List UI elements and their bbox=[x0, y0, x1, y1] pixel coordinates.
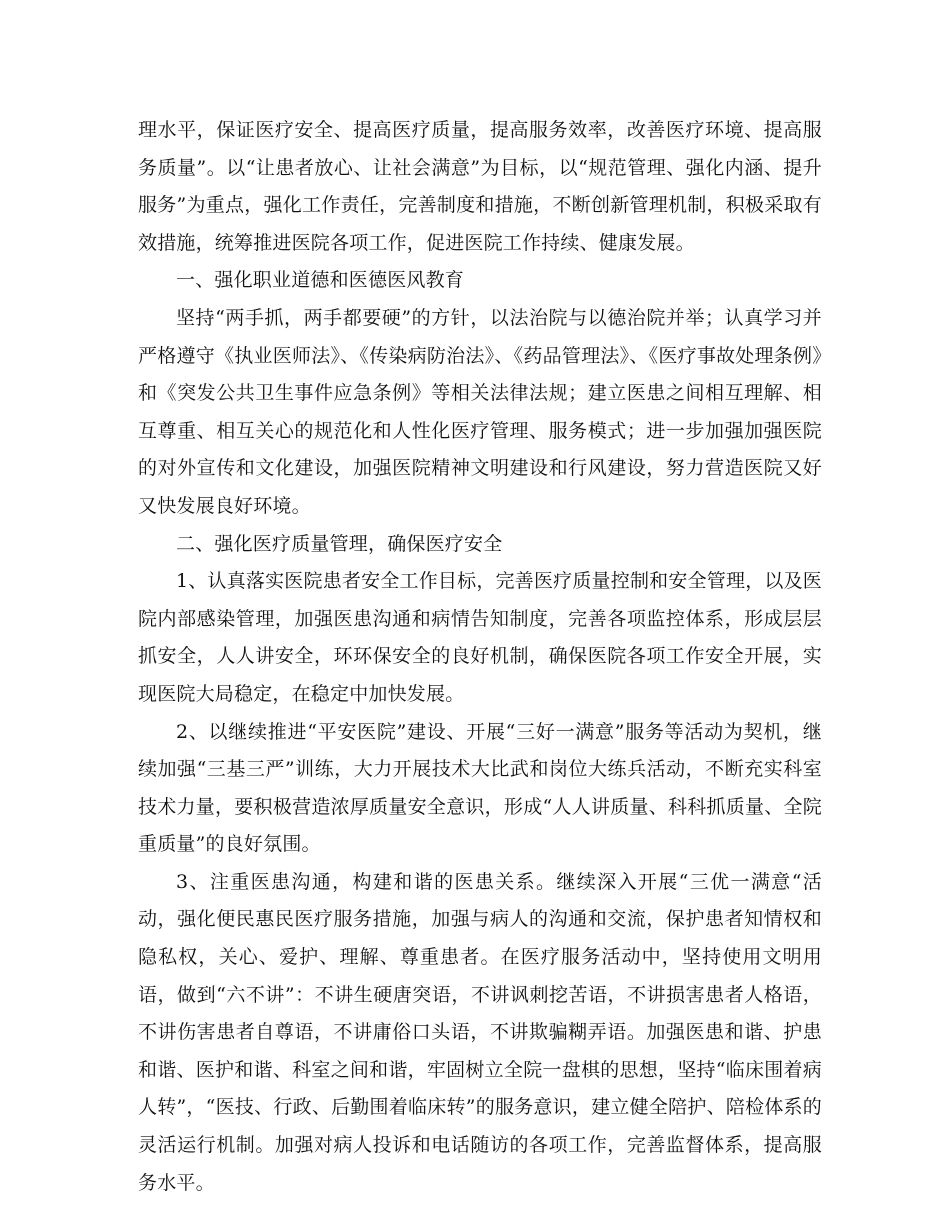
document-body bbox=[138, 112, 822, 1202]
paragraph-section-1: 坚持“两手抓，两手都要硬”的方针，以法治院与以德治院并举；认真学习并严格遵守《执业医师法》、《传染病防治法》、《药品管理法》、《医疗事故处理条例》和《突发公共卫生事件应急条例》等相关法律法规；建立医患之间相互理解、相互尊重、相互关心的规范化和人性化医疗管理、服务模式；进一步加强加强医院的对外宣传和文化建设，加强医院精神文明建设和行风建设，努力营造医院又好又快发展良好环境。 bbox=[138, 306, 822, 517]
paragraph-item-3: 3、注重医患沟通，构建和谐的医患关系。继续深入开展“三优一满意“活动，强化便民惠民医疗服务措施，加强与病人的沟通和交流，保护患者知情权和隐私权，关心、爱护、理解、尊重患者。在医疗服务活动中，坚持使用文明用语，做到“六不讲”：不讲生硬唐突语，不讲讽刺挖苦语，不讲损害患者人格语，不讲伤害患者自尊语，不讲庸俗口头语，不讲欺骗糊弄语。加强医患和谐、护患和谐、医护和谐、科室之间和谐，牢固树立全院一盘棋的思想，坚持“临床围着病人转”，“医技、行政、后勤围着临床转”的服务意识，建立健全陪护、陪检体系的灵活运行机制。加强对病人投诉和电话随访的各项工作，完善监督体系，提高服务水平。 bbox=[138, 870, 822, 1194]
paragraph-intro: 理水平，保证医疗安全、提高医疗质量，提高服务效率，改善医疗环境、提高服务质量”。以“让患者放心、让社会满意”为目标，以“规范管理、强化内涵、提升服务”为重点，强化工作责任，完善制度和措施，不断创新管理机制，积极采取有效措施，统筹推进医院各项工作，促进医院工作持续、健康发展。 bbox=[138, 119, 822, 254]
section-heading-2: 二、强化医疗质量管理，确保医疗安全 bbox=[176, 532, 503, 555]
paragraph-item-1: 1、认真落实医院患者安全工作目标，完善医疗质量控制和安全管理，以及医院内部感染管理，加强医患沟通和病情告知制度，完善各项监控体系，形成层层抓安全，人人讲安全，环环保安全的良好机制，确保医院各项工作安全开展，实现医院大局稳定，在稳定中加快发展。 bbox=[138, 570, 822, 705]
section-heading-1: 一、强化职业道德和医德医风教育 bbox=[176, 269, 465, 292]
paragraph-item-2: 2、以继续推进“平安医院”建设、开展“三好一满意”服务等活动为契机，继续加强“三基三严”训练，大力开展技术大比武和岗位大练兵活动，不断充实科室技术力量，要积极营造浓厚质量安全意识，形成“人人讲质量、科科抓质量、全院重质量”的良好氛围。 bbox=[138, 720, 822, 856]
